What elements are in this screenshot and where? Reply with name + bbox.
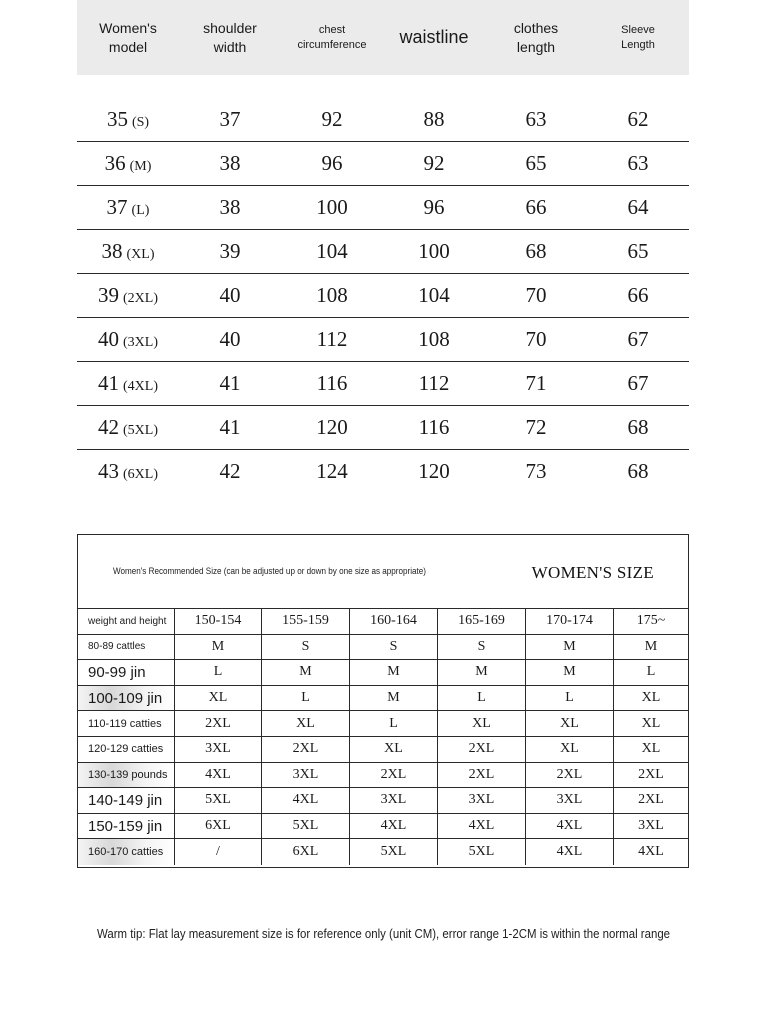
header-label-line: circumference: [297, 38, 367, 51]
header-label-line: length: [516, 38, 556, 55]
measurement-cell: 38: [219, 151, 241, 175]
recommended-size-cell: 2XL: [175, 711, 262, 737]
measurement-cell: 40: [219, 327, 241, 351]
recommended-size-cell: S: [262, 635, 350, 661]
header-label-line: shoulder: [203, 19, 257, 36]
weight-range-label: 150-159 jin: [78, 814, 175, 840]
measurement-cell: 40: [219, 283, 241, 307]
recommended-size-cell: 4XL: [526, 839, 614, 865]
header-label-line: clothes: [513, 19, 559, 36]
model-number: 43: [98, 459, 119, 483]
header-label-line: Length: [621, 38, 655, 51]
recommended-size-cell: L: [175, 660, 262, 686]
measurement-cell: 64: [627, 195, 649, 219]
height-range-header: 155-159: [262, 609, 350, 635]
model-size-label: (2XL): [123, 291, 158, 306]
model-cell: [77, 107, 179, 132]
recommended-size-cell: 2XL: [438, 737, 526, 763]
recommended-size-cell: 2XL: [350, 763, 438, 789]
measurement-cell: 65: [627, 239, 649, 263]
recommended-size-cell: 5XL: [350, 839, 438, 865]
measurement-cell: 88: [423, 107, 445, 131]
size-table-header-cell: [587, 23, 689, 53]
recommended-size-cell: 2XL: [438, 763, 526, 789]
model-cell: [77, 371, 179, 396]
measurement-cell: 124: [316, 459, 348, 483]
size-table-header-cell: [179, 19, 281, 57]
recommended-size-cell: 3XL: [614, 814, 688, 840]
recommended-size-cell: 2XL: [262, 737, 350, 763]
recommended-size-cell: M: [526, 660, 614, 686]
recommended-size-cell: L: [526, 686, 614, 712]
size-table-row: [77, 230, 689, 274]
weight-range-label: 110-119 catties: [78, 711, 175, 737]
measurement-cell: 92: [321, 107, 343, 131]
measurement-cell: 108: [418, 327, 450, 351]
recommended-size-cell: 3XL: [175, 737, 262, 763]
model-size-label: (M): [129, 159, 152, 174]
model-number: 42: [98, 415, 119, 439]
size-table-row: [77, 98, 689, 142]
height-range-header: 150-154: [175, 609, 262, 635]
model-cell: [77, 151, 179, 176]
model-number: 39: [98, 283, 119, 307]
header-label-line: width: [213, 38, 247, 55]
recommended-size-note: Women's Recommended Size (can be adjusted up or down by one size as appropriate): [113, 566, 426, 576]
size-table-header: [77, 0, 689, 75]
height-range-header: 175~: [614, 609, 688, 635]
recommended-size-cell: XL: [614, 711, 688, 737]
model-number: 35: [106, 107, 128, 131]
measurement-cell: 120: [418, 459, 450, 483]
size-table-row: [77, 274, 689, 318]
height-range-header: 165-169: [438, 609, 526, 635]
model-cell: [77, 415, 179, 440]
recommended-size-cell: 2XL: [526, 763, 614, 789]
measurement-cell: 41: [219, 415, 241, 439]
model-size-label: (4XL): [123, 379, 158, 394]
measurement-cell: 37: [219, 107, 241, 131]
recommended-size-cell: XL: [438, 711, 526, 737]
recommended-size-cell: 3XL: [526, 788, 614, 814]
recommended-size-cell: L: [262, 686, 350, 712]
recommended-size-cell: 3XL: [438, 788, 526, 814]
measurement-cell: 66: [627, 283, 649, 307]
header-label-line: chest: [318, 23, 346, 36]
measurement-cell: 100: [316, 195, 348, 219]
model-size-label: (6XL): [123, 467, 158, 482]
recommended-size-cell: 5XL: [438, 839, 526, 865]
warm-tip: Warm tip: Flat lay measurement size is for reference only (unit CM), error range 1-2CM is within the normal range: [97, 926, 671, 941]
recommended-size-cell: M: [175, 635, 262, 661]
model-number: 37: [106, 195, 128, 219]
measurement-cell: 66: [525, 195, 547, 219]
size-table-row: [77, 318, 689, 362]
recommended-size-cell: M: [438, 660, 526, 686]
size-table-header-cell: [77, 19, 179, 57]
size-table-header-cell: [281, 23, 383, 53]
measurement-cell: 70: [525, 327, 547, 351]
weight-range-label: 140-149 jin: [78, 788, 175, 814]
recommended-size-cell: XL: [526, 711, 614, 737]
measurement-cell: 41: [219, 371, 241, 395]
recommended-size-cell: 4XL: [262, 788, 350, 814]
weight-range-label: 90-99 jin: [78, 660, 175, 686]
measurement-cell: 112: [418, 371, 450, 395]
recommended-size-table-caption: [78, 535, 688, 609]
recommended-size-cell: M: [614, 635, 688, 661]
model-cell: [77, 195, 179, 220]
height-range-header: 160-164: [350, 609, 438, 635]
recommended-size-cell: 4XL: [438, 814, 526, 840]
recommended-size-cell: XL: [175, 686, 262, 712]
recommended-size-cell: 3XL: [262, 763, 350, 789]
measurement-cell: 65: [525, 151, 547, 175]
weight-range-label: 120-129 catties: [78, 737, 175, 763]
measurement-cell: 73: [525, 459, 547, 483]
recommended-size-cell: M: [262, 660, 350, 686]
header-label-line: Women's: [99, 19, 157, 36]
size-table-row: [77, 142, 689, 186]
recommended-size-cell: S: [438, 635, 526, 661]
size-table-header-cell: [485, 19, 587, 57]
measurement-cell: 68: [627, 459, 649, 483]
size-table-row: [77, 362, 689, 406]
weight-range-label: 100-109 jin: [78, 686, 175, 712]
measurement-cell: 63: [627, 151, 649, 175]
weight-range-label: 80-89 cattles: [78, 635, 175, 661]
recommended-size-cell: 5XL: [262, 814, 350, 840]
size-table-row: [77, 186, 689, 230]
model-size-label: (S): [131, 115, 150, 130]
model-size-label: (L): [131, 203, 150, 218]
weight-range-label: 160-170 catties: [78, 839, 175, 865]
measurement-cell: 72: [525, 415, 547, 439]
model-number: 36: [104, 151, 126, 175]
height-range-header: 170-174: [526, 609, 614, 635]
measurement-cell: 100: [418, 239, 450, 263]
recommended-size-cell: 4XL: [526, 814, 614, 840]
recommended-size-cell: S: [350, 635, 438, 661]
recommended-size-cell: 5XL: [175, 788, 262, 814]
size-table-header-cell: [383, 25, 485, 49]
recommended-size-cell: XL: [350, 737, 438, 763]
measurement-cell: 68: [525, 239, 547, 263]
measurement-cell: 96: [423, 195, 445, 219]
model-size-label: (3XL): [123, 335, 158, 350]
measurement-cell: 104: [418, 283, 450, 307]
measurement-cell: 92: [423, 151, 445, 175]
recommended-size-cell: XL: [262, 711, 350, 737]
model-cell: [77, 283, 179, 308]
model-number: 41: [98, 371, 119, 395]
recommended-size-cell: 4XL: [350, 814, 438, 840]
model-cell: [77, 239, 179, 264]
model-cell: [77, 459, 179, 484]
model-size-label: (5XL): [123, 423, 158, 438]
measurement-cell: 67: [627, 327, 649, 351]
weight-range-label: 130-139 pounds: [78, 763, 175, 789]
recommended-size-cell: 2XL: [614, 788, 688, 814]
recommended-size-cell: 3XL: [350, 788, 438, 814]
header-label-line: Sleeve: [621, 23, 655, 36]
recommended-size-cell: 2XL: [614, 763, 688, 789]
measurement-cell: 116: [316, 371, 348, 395]
recommended-size-cell: M: [350, 686, 438, 712]
model-size-label: (XL): [126, 247, 155, 262]
measurement-cell: 71: [525, 371, 547, 395]
corner-label: weight and height: [78, 609, 175, 635]
measurement-cell: 38: [219, 195, 241, 219]
measurement-cell: 116: [418, 415, 450, 439]
size-table-row: [77, 450, 689, 493]
recommended-size-grid: [78, 609, 688, 865]
recommended-size-cell: 4XL: [175, 763, 262, 789]
recommended-size-cell: M: [526, 635, 614, 661]
recommended-size-cell: XL: [614, 737, 688, 763]
recommended-size-cell: XL: [526, 737, 614, 763]
recommended-size-cell: 6XL: [262, 839, 350, 865]
header-label-line: model: [108, 38, 148, 55]
measurement-cell: 67: [627, 371, 649, 395]
measurement-cell: 96: [321, 151, 343, 175]
measurement-cell: 120: [316, 415, 348, 439]
recommended-size-cell: L: [438, 686, 526, 712]
measurement-cell: 70: [525, 283, 547, 307]
model-number: 40: [98, 327, 119, 351]
measurement-cell: 39: [219, 239, 241, 263]
size-table-row: [77, 406, 689, 450]
recommended-size-table: [77, 534, 689, 868]
header-label-line: waistline: [399, 27, 469, 48]
recommended-size-cell: L: [614, 660, 688, 686]
model-cell: [77, 327, 179, 352]
recommended-size-cell: /: [175, 839, 262, 865]
measurement-cell: 62: [627, 107, 649, 131]
measurement-cell: 42: [219, 459, 241, 483]
recommended-size-cell: M: [350, 660, 438, 686]
recommended-size-cell: 4XL: [638, 844, 664, 860]
womens-size-title: WOMEN'S SIZE: [531, 563, 654, 582]
measurement-cell: 63: [525, 107, 547, 131]
size-measurement-table: [77, 0, 689, 493]
measurement-cell: 112: [316, 327, 348, 351]
model-number: 38: [101, 239, 123, 263]
measurement-cell: 68: [627, 415, 649, 439]
measurement-cell: 104: [316, 239, 348, 263]
measurement-cell: 108: [316, 283, 348, 307]
size-table-body: [77, 98, 689, 493]
recommended-size-cell: L: [350, 711, 438, 737]
recommended-size-cell: 6XL: [175, 814, 262, 840]
recommended-size-cell: XL: [614, 686, 688, 712]
